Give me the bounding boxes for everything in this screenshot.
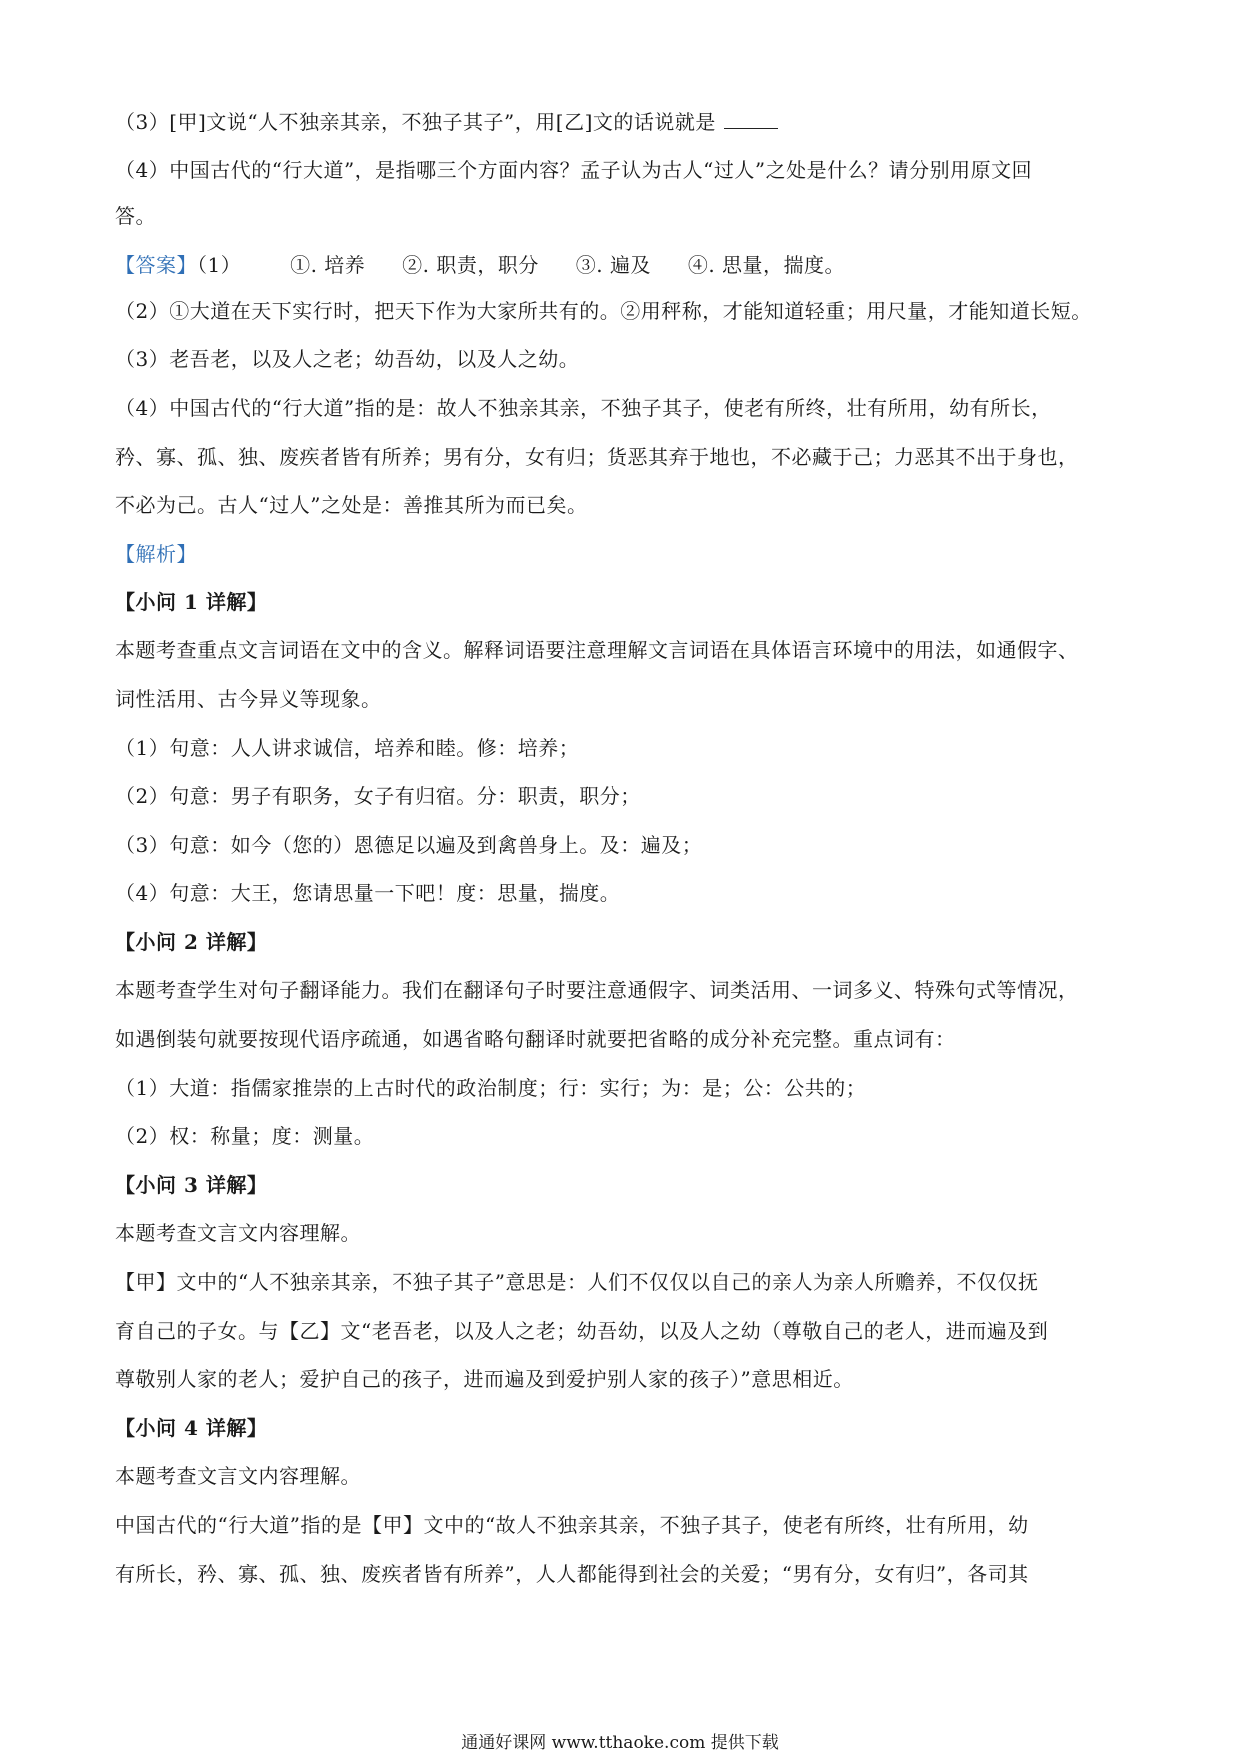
sub-question-2-item: （2）权：称量；度：测量。 bbox=[115, 1124, 375, 1148]
sub-question-1-item: （3）句意：如今（您的）恩德足以遍及到禽兽身上。及：遍及； bbox=[115, 833, 703, 857]
sub-question-2-line-1: 本题考查学生对句子翻译能力。我们在翻译句子时要注意通假字、词类活用、一词多义、特殊句式等情况， bbox=[115, 978, 1079, 1002]
sub-question-4-line-3: 有所长，矜、寡、孤、独、废疾者皆有所养”，人人都能得到社会的关爱；“男有分，女有归”，各司其 bbox=[115, 1562, 1029, 1586]
answer-blank bbox=[724, 110, 778, 129]
sub-question-1-line-2: 词性活用、古今异义等现象。 bbox=[115, 687, 382, 711]
sub-question-2-item: （1）大道：指儒家推崇的上古时代的政治制度；行：实行；为：是；公：公共的； bbox=[115, 1076, 867, 1100]
sub-question-4-line-2: 中国古代的“行大道”指的是【甲】文中的“故人不独亲其亲，不独子其子，使老有所终，壮有所用，幼 bbox=[115, 1513, 1029, 1537]
sub-question-3-line-4: 尊敬别人家的老人；爱护自己的孩子，进而遍及到爱护别人家的孩子）”意思相近。 bbox=[115, 1367, 854, 1391]
sub-question-1-heading: 【小问 1 详解】 bbox=[115, 590, 268, 614]
sub-question-1-item: （1）句意：人人讲求诚信，培养和睦。修：培养； bbox=[115, 736, 580, 760]
answer-label: 【答案】 bbox=[115, 253, 197, 277]
answer-item-2: ②. 职责，职分 bbox=[402, 253, 539, 277]
sub-question-3-line-3: 育自己的子女。与【乙】文“老吾老，以及人之老；幼吾幼，以及人之幼（尊敬自己的老人，进而遍及到 bbox=[115, 1319, 1049, 1343]
answer-part-2: （2）①大道在天下实行时，把天下作为大家所共有的。②用秤称，才能知道轻重；用尺量，才能知道长短。 bbox=[115, 299, 1092, 323]
sub-question-1-item: （2）句意：男子有职务，女子有归宿。分：职责，职分； bbox=[115, 784, 641, 808]
sub-question-1-line-1: 本题考查重点文言词语在文中的含义。解释词语要注意理解文言词语在具体语言环境中的用法，如通假字、 bbox=[115, 638, 1079, 662]
answer-item-4: ④. 思量，揣度。 bbox=[687, 253, 846, 277]
question-4-line-2: 答。 bbox=[115, 204, 156, 228]
analysis-label: 【解析】 bbox=[115, 542, 197, 566]
sub-question-3-line-1: 本题考查文言文内容理解。 bbox=[115, 1221, 361, 1245]
answer-part-1 bbox=[115, 250, 1135, 280]
answer-part-4-line-2: 矜、寡、孤、独、废疾者皆有所养；男有分，女有归；货恶其弃于地也，不必藏于己；力恶其不出于身也， bbox=[115, 445, 1079, 469]
question-3-text: （3）[甲]文说“人不独亲其亲，不独子其子”，用[乙]文的话说就是 bbox=[115, 110, 716, 134]
sub-question-3-line-2: 【甲】文中的“人不独亲其亲，不独子其子”意思是：人们不仅仅以自己的亲人为亲人所赡养，不仅仅抚 bbox=[115, 1270, 1039, 1294]
sub-question-2-heading: 【小问 2 详解】 bbox=[115, 930, 268, 954]
answer-item-3: ③. 遍及 bbox=[575, 253, 651, 277]
sub-question-1-item: （4）句意：大王，您请思量一下吧！度：思量，揣度。 bbox=[115, 881, 621, 905]
question-3 bbox=[115, 107, 1135, 137]
answer-part-3: （3）老吾老，以及人之老；幼吾幼，以及人之幼。 bbox=[115, 347, 580, 371]
sub-question-2-line-2: 如遇倒装句就要按现代语序疏通，如遇省略句翻译时就要把省略的成分补充完整。重点词有： bbox=[115, 1027, 956, 1051]
answer-item-1: ①. 培养 bbox=[290, 253, 366, 277]
question-4-line-1: （4）中国古代的“行大道”，是指哪三个方面内容？孟子认为古人“过人”之处是什么？请分别用原文回 bbox=[115, 158, 1033, 182]
answer-part-1-prefix: （1） bbox=[197, 253, 242, 277]
sub-question-3-heading: 【小问 3 详解】 bbox=[115, 1173, 268, 1197]
sub-question-4-heading: 【小问 4 详解】 bbox=[115, 1416, 268, 1440]
answer-part-4-line-1: （4）中国古代的“行大道”指的是：故人不独亲其亲，不独子其子，使老有所终，壮有所用，幼有所长， bbox=[115, 396, 1052, 420]
answer-part-4-line-3: 不必为己。古人“过人”之处是：善推其所为而已矣。 bbox=[115, 493, 588, 517]
sub-question-4-line-1: 本题考查文言文内容理解。 bbox=[115, 1464, 361, 1488]
page-footer: 通通好课网 www.tthaoke.com 提供下载 bbox=[461, 1733, 779, 1753]
